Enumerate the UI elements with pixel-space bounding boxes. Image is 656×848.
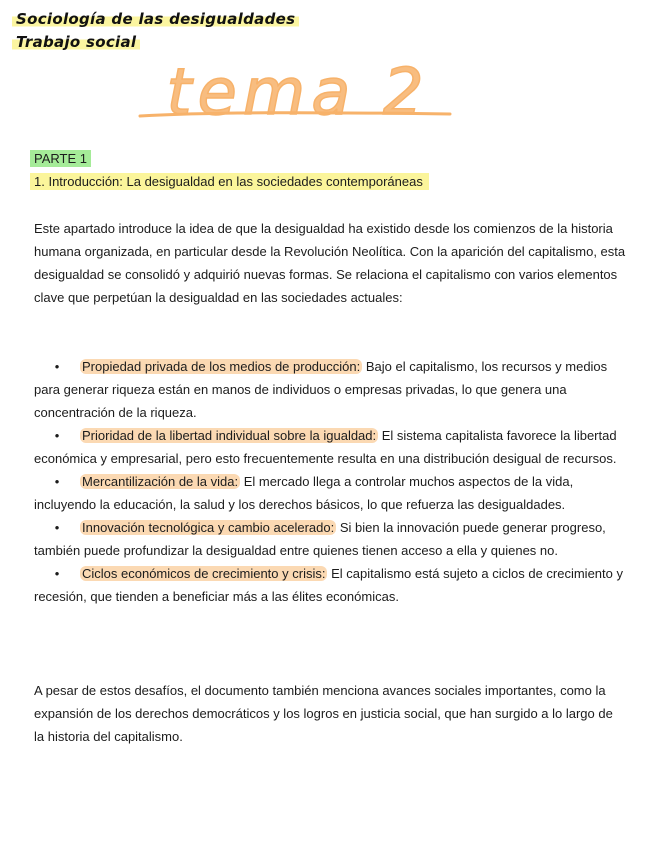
topic-title-text: tema 2	[166, 56, 430, 130]
bullet-text: El sistema capitalista favorece la libertad económica y empresarial, pero esto frecuentemente resulta en una distribución desigual de recursos.	[34, 428, 617, 466]
bullet-text: Si bien la innovación puede generar progreso, también puede profundizar la desigualdad entre quienes tienen acceso a ella y quienes no.	[34, 520, 606, 558]
bullet-term: Propiedad privada de los medios de producción:	[82, 359, 361, 374]
bullet-term: Innovación tecnológica y cambio acelerado:	[82, 520, 335, 535]
bullet-text: El capitalismo está sujeto a ciclos de crecimiento y recesión, que tienden a beneficiar más a las élites económicas.	[34, 566, 623, 604]
bullet-item	[34, 355, 626, 424]
bullet-dot: •	[54, 428, 60, 443]
bullet-list	[34, 355, 626, 608]
bullet-dot: •	[54, 520, 60, 535]
bullet-term: Mercantilización de la vida:	[82, 474, 239, 489]
program-title	[12, 33, 140, 51]
bullet-dot: •	[54, 474, 60, 489]
section-title: 1. Introducción: La desigualdad en las sociedades contemporáneas	[30, 173, 429, 190]
handwritten-topic-title	[138, 52, 458, 142]
bullet-item	[34, 516, 626, 562]
bullet-term: Prioridad de la libertad individual sobre la igualdad:	[82, 428, 377, 443]
bullet-item	[34, 562, 626, 608]
program-title-text: Trabajo social	[12, 33, 140, 51]
intro-paragraph: Este apartado introduce la idea de que la desigualdad ha existido desde los comienzos de la historia humana organizada, en particular desde la Revolución Neolítica. Con la aparición del capitalismo, esta desigualdad se consolidó y adquirió nuevas formas. Se relaciona el capitalismo con varios elementos clave que perpetúan la desigualdad en las sociedades actuales:	[34, 221, 626, 305]
bullet-text: El mercado llega a controlar muchos aspectos de la vida, incluyendo la educación, la salud y los derechos básicos, lo que refuerza las desigualdades.	[34, 474, 574, 512]
part-label: PARTE 1	[30, 150, 91, 167]
bullet-item	[34, 470, 626, 516]
bullet-text: Bajo el capitalismo, los recursos y medios para generar riqueza están en manos de individuos o empresas privadas, lo que genera una concentración de la riqueza.	[34, 359, 608, 420]
closing-paragraph: A pesar de estos desafíos, el documento también menciona avances sociales importantes, como la expansión de los derechos democráticos y los logros en justicia social, que han surgido a lo largo de la historia del capitalismo.	[34, 683, 613, 744]
bullet-dot: •	[54, 566, 60, 581]
course-title-text: Sociología de las desigualdades	[12, 10, 299, 28]
bullet-term: Ciclos económicos de crecimiento y crisis:	[82, 566, 326, 581]
bullet-dot: •	[54, 359, 60, 374]
bullet-item	[34, 424, 626, 470]
course-title	[12, 10, 299, 28]
